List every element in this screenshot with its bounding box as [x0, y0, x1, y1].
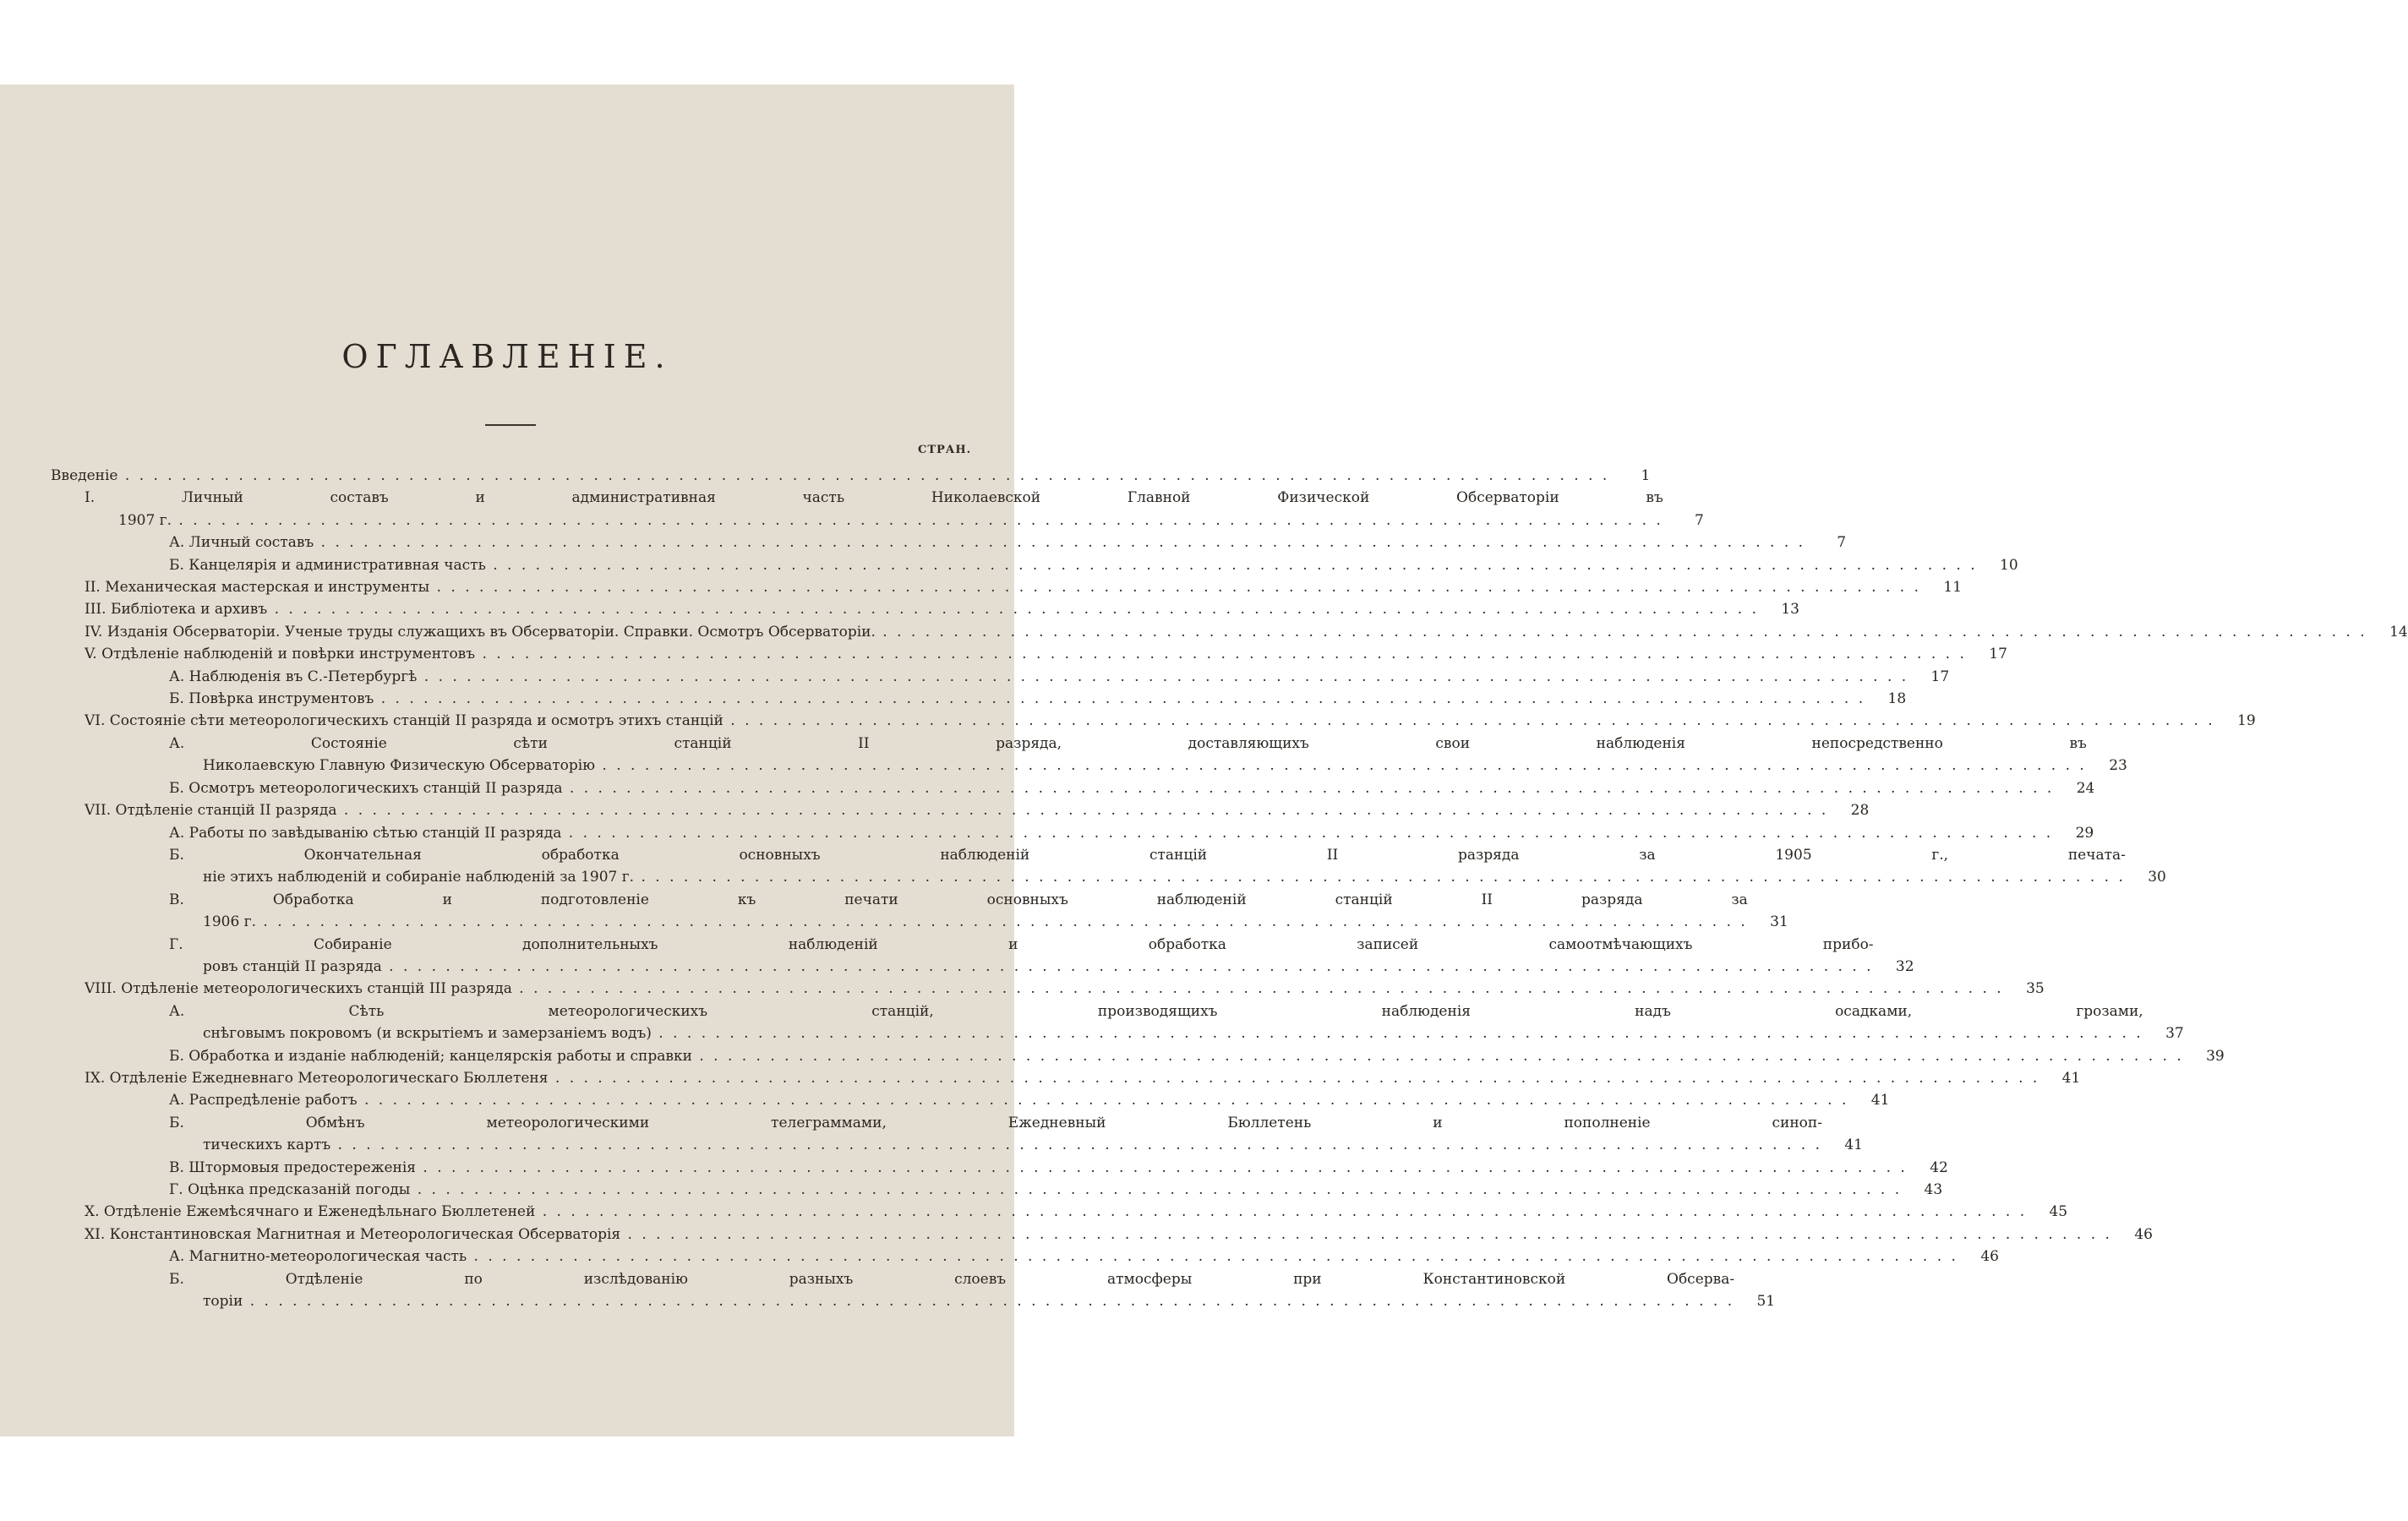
- toc-entry-line: I. Личный составъ и административная часть Николаевской Главной Физической Обсерваторіи въ: [85, 489, 1663, 507]
- title-divider: [485, 424, 536, 426]
- toc-entry: [51, 1179, 1943, 1201]
- toc-entry-line: А. Магнитно-метеорологическая часть . . .: [169, 1246, 1958, 1268]
- toc-entry-text: [51, 688, 1865, 710]
- toc-page-number: 31: [1770, 913, 1788, 931]
- toc-entry-line: торіи . . .: [169, 1290, 1734, 1312]
- toc-entry-text: [51, 934, 1874, 979]
- toc-entry: [51, 621, 2408, 643]
- toc-entry: [51, 1112, 1863, 1157]
- toc-entry: [51, 487, 1704, 532]
- toc-entry-text: [51, 554, 1978, 576]
- toc-entry: [51, 1201, 2068, 1223]
- toc-entry-text: [51, 598, 1759, 620]
- toc-page-number: 19: [2237, 712, 2256, 730]
- toc-entry-line: III. Библіотека и архивъ . . .: [85, 598, 1759, 620]
- toc-entry-text: [51, 1201, 2027, 1223]
- toc-page-number: 41: [1844, 1137, 1863, 1154]
- toc-entry-text: [51, 733, 2087, 777]
- toc-entry-line: Б. Обмѣнъ метеорологическими телеграммами, Ежедневный Бюллетень и пополненіе синоп-: [169, 1114, 1822, 1131]
- toc-entry-line: IV. Изданія Обсерваторіи. Ученые труды служащихъ въ Обсерваторіи. Справки. Осмотръ Обсерваторіи. . . .: [85, 621, 2367, 643]
- toc-page-number: 41: [2061, 1069, 2081, 1087]
- toc-entry-text: [51, 1268, 1734, 1313]
- toc-entry: [51, 1089, 1890, 1111]
- toc-entry-line: А. Состояніе сѣти станцій II разряда, доставляющихъ свои наблюденія непосредственно въ: [169, 734, 2087, 752]
- toc-entry-line: А. Наблюденія въ С.-Петербургѣ . . .: [169, 666, 1908, 688]
- toc-page-number: 51: [1756, 1293, 1776, 1311]
- toc-entry: [51, 844, 2166, 889]
- toc-page-number: 46: [2134, 1225, 2153, 1243]
- toc-entry: [51, 688, 1907, 710]
- toc-page-number: 13: [1781, 601, 1799, 619]
- toc-entry-text: [51, 487, 1663, 532]
- toc-entry: [51, 733, 2127, 777]
- toc-page-number: 28: [1850, 802, 1870, 820]
- toc-entry: [51, 532, 1847, 553]
- toc-entry: [51, 1067, 2081, 1089]
- toc-entry-line: Б. Окончательная обработка основныхъ наблюденій станцій II разряда за 1905 г., печата-: [169, 846, 2126, 864]
- toc-page-number: 41: [1870, 1092, 1890, 1109]
- toc-entry-text: [51, 1067, 2039, 1089]
- toc-page-number: 39: [2206, 1047, 2225, 1065]
- toc-entry-line: А. Личный составъ . . .: [169, 532, 1805, 553]
- page-column-header: СТРАН.: [918, 444, 972, 456]
- toc-page-number: 32: [1895, 957, 1914, 975]
- toc-entry-line: снѣговымъ покровомъ (и вскрытіемъ и замерзаніемъ водъ) . . .: [169, 1022, 2143, 1044]
- toc-entry-line: IX. Отдѣленіе Ежедневнаго Метеорологическаго Бюллетеня . . .: [85, 1067, 2039, 1089]
- toc-entry: [51, 710, 2256, 732]
- toc-page-number: 46: [1980, 1248, 1999, 1266]
- toc-entry-text: [51, 1179, 1902, 1201]
- toc-entry: [51, 554, 2018, 576]
- toc-page-number: 23: [2109, 757, 2127, 775]
- toc-entry-line: X. Отдѣленіе Ежемѣсячнаго и Еженедѣльнаго Бюллетеней . . .: [85, 1201, 2027, 1223]
- toc-entry-line: А. Сѣть метеорологическихъ станцій, производящихъ наблюденія надъ осадками, грозами,: [169, 1002, 2143, 1020]
- toc-entry-text: [51, 465, 1609, 487]
- toc-entry-line: тическихъ картъ . . .: [169, 1134, 1822, 1156]
- toc-entry: [51, 1157, 1948, 1179]
- toc-entry-line: Николаевскую Главную Физическую Обсерваторію . . .: [169, 755, 2087, 777]
- toc-entry: [51, 799, 1870, 821]
- toc-page-number: 45: [2049, 1203, 2068, 1221]
- toc-entry: [51, 666, 1950, 688]
- toc-page-number: 18: [1887, 690, 1907, 708]
- toc-entry-text: [51, 1224, 2112, 1246]
- toc-entry-line: Введеніе . . .: [51, 465, 1609, 487]
- toc-entry-line: 1906 г. . . .: [169, 911, 1748, 933]
- toc-page-number: 35: [2026, 980, 2045, 998]
- toc-entry-text: [51, 1045, 2184, 1067]
- toc-entry-text: [51, 777, 2054, 799]
- toc-entry-text: [51, 643, 1967, 665]
- toc-entry-line: VIII. Отдѣленіе метеорологическихъ станцій III разряда . . .: [85, 978, 2004, 1000]
- toc-page-number: 7: [1694, 511, 1704, 529]
- toc-entry-text: [51, 1112, 1822, 1157]
- toc-entry: [51, 822, 2094, 844]
- toc-page-number: 14: [2389, 623, 2408, 641]
- toc-entry-line: V. Отдѣленіе наблюденій и повѣрки инструментовъ . . .: [85, 643, 1967, 665]
- toc-entry-line: Б. Осмотръ метеорологическихъ станцій II разряда . . .: [169, 777, 2054, 799]
- toc-entry-text: [51, 1000, 2143, 1045]
- table-of-contents: [51, 465, 2408, 1312]
- toc-entry-line: VII. Отдѣленіе станцій II разряда . . .: [85, 799, 1828, 821]
- toc-page-number: 17: [1989, 646, 2007, 663]
- toc-page-number: 29: [2075, 824, 2094, 842]
- toc-entry: [51, 777, 2095, 799]
- toc-entry-text: [51, 822, 2053, 844]
- toc-page-number: 42: [1930, 1158, 1948, 1176]
- toc-page-number: 24: [2076, 779, 2095, 797]
- toc-entry-line: VI. Состояніе сѣти метеорологическихъ станцій II разряда и осмотръ этихъ станцій . . .: [85, 710, 2215, 732]
- toc-page-number: 1: [1641, 467, 1651, 484]
- toc-entry: [51, 598, 1799, 620]
- page-title: ОГЛАВЛЕНІЕ.: [341, 338, 673, 375]
- scanned-page: [0, 84, 2408, 1436]
- toc-page-number: 7: [1837, 534, 1847, 552]
- toc-entry-line: В. Обработка и подготовленіе къ печати основныхъ наблюденій станцій II разряда за: [169, 891, 1748, 908]
- toc-entry: [51, 978, 2045, 1000]
- toc-entry-line: Б. Отдѣленіе по изслѣдованію разныхъ слоевъ атмосферы при Константиновской Обсерва-: [169, 1270, 1735, 1288]
- toc-page-number: 11: [1943, 579, 1963, 597]
- toc-entry-line: А. Работы по завѣдыванію сѣтью станцій II разряда . . .: [169, 822, 2053, 844]
- toc-entry: [51, 1045, 2225, 1067]
- toc-entry-line: Б. Обработка и изданіе наблюденій; канцелярскія работы и справки . . .: [169, 1045, 2184, 1067]
- toc-entry-line: II. Механическая мастерская и инструменты . . .: [85, 576, 1921, 598]
- toc-page-number: 30: [2148, 869, 2166, 886]
- toc-entry-text: [51, 844, 2126, 889]
- toc-page-number: 17: [1930, 668, 1950, 685]
- toc-entry: [51, 1268, 1776, 1313]
- toc-entry-line: ровъ станцій II разряда . . .: [169, 956, 1874, 978]
- toc-entry: [51, 1000, 2184, 1045]
- toc-entry-text: [51, 1157, 1908, 1179]
- toc-entry-text: [51, 532, 1805, 553]
- toc-entry-text: [51, 576, 1921, 598]
- toc-entry-text: [51, 710, 2215, 732]
- toc-entry-text: [51, 621, 2367, 643]
- toc-page-number: 37: [2165, 1025, 2184, 1043]
- toc-entry-text: [51, 978, 2004, 1000]
- toc-entry: [51, 465, 1651, 487]
- toc-entry: [51, 1224, 2153, 1246]
- toc-entry-line: В. Штормовыя предостереженія . . .: [169, 1157, 1908, 1179]
- toc-entry-line: Б. Повѣрка инструментовъ . . .: [169, 688, 1865, 710]
- toc-entry-line: Г. Оцѣнка предсказаній погоды . . .: [169, 1179, 1902, 1201]
- toc-entry: [51, 576, 1963, 598]
- toc-entry-line: Г. Собираніе дополнительныхъ наблюденій и обработка записей самоотмѣчающихъ прибо-: [169, 935, 1874, 953]
- toc-entry-text: [51, 799, 1828, 821]
- toc-entry-line: ніе этихъ наблюденій и собираніе наблюденій за 1907 г. . . .: [169, 866, 2126, 888]
- toc-entry: [51, 1246, 1999, 1268]
- toc-page-number: 43: [1924, 1181, 1943, 1198]
- toc-entry-text: [51, 1089, 1848, 1111]
- toc-entry-line: XI. Константиновская Магнитная и Метеорологическая Обсерваторія . . .: [85, 1224, 2112, 1246]
- toc-entry-text: [51, 1246, 1958, 1268]
- toc-entry: [51, 643, 2007, 665]
- toc-entry-text: [51, 889, 1748, 934]
- toc-page-number: 10: [2000, 556, 2018, 574]
- toc-entry: [51, 934, 1914, 979]
- toc-entry-text: [51, 666, 1908, 688]
- toc-entry-line: 1907 г. . . .: [85, 510, 1663, 532]
- toc-entry: [51, 889, 1788, 934]
- toc-entry-line: А. Распредѣленіе работъ . . .: [169, 1089, 1848, 1111]
- toc-entry-line: Б. Канцелярія и административная часть . . .: [169, 554, 1978, 576]
